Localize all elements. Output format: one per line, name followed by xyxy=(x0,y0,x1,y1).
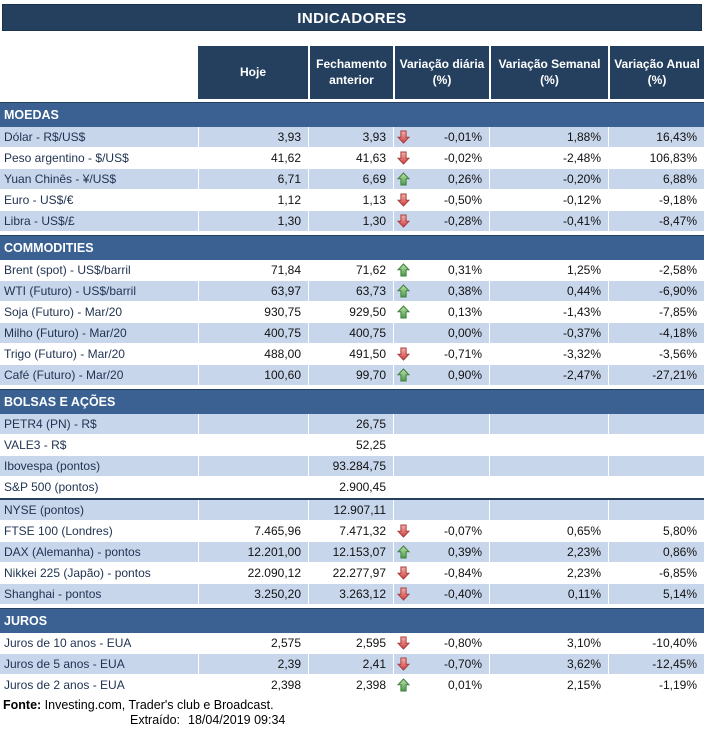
cell-fechamento-anterior: 1,30 xyxy=(308,211,393,232)
cell-variacao-semanal: 2,15% xyxy=(489,675,608,696)
cell-variacao-semanal: -0,20% xyxy=(489,169,608,190)
arrow-up-icon xyxy=(397,305,410,319)
arrow-down-icon xyxy=(397,214,410,228)
cell-value: -0,71% xyxy=(443,347,482,361)
cell-variacao-diaria xyxy=(393,211,489,232)
cell-variacao-semanal: -0,37% xyxy=(489,323,608,344)
cell-variacao-diaria xyxy=(393,500,489,521)
row-label: S&P 500 (pontos) xyxy=(0,477,198,498)
cell-variacao-semanal xyxy=(489,456,608,477)
cell-hoje: 3.250,20 xyxy=(198,584,308,605)
row-label: VALE3 - R$ xyxy=(0,435,198,456)
table-row xyxy=(0,521,704,542)
cell-variacao-diaria xyxy=(393,190,489,211)
cell-fechamento-anterior: 22.277,97 xyxy=(308,563,393,584)
extracted-timestamp: 18/04/2019 09:34 xyxy=(188,713,286,727)
cell-fechamento-anterior: 12.153,07 xyxy=(308,542,393,563)
cell-variacao-diaria xyxy=(393,563,489,584)
cell-value: -0,02% xyxy=(443,151,482,165)
arrow-up-icon xyxy=(397,545,410,559)
cell-fechamento-anterior: 93.284,75 xyxy=(308,456,393,477)
cell-value: 0,38% xyxy=(447,284,482,298)
arrow-down-icon xyxy=(397,130,410,144)
cell-fechamento-anterior: 3,93 xyxy=(308,127,393,148)
cell-fechamento-anterior: 2.900,45 xyxy=(308,477,393,498)
cell-variacao-diaria xyxy=(393,584,489,605)
row-label: FTSE 100 (Londres) xyxy=(0,521,198,542)
cell-value: -0,07% xyxy=(443,524,482,538)
cell-value: 0,90% xyxy=(447,368,482,382)
arrow-down-icon xyxy=(397,347,410,361)
row-label: Juros de 5 anos - EUA xyxy=(0,654,198,675)
cell-variacao-diaria xyxy=(393,302,489,323)
section-header-juros: JUROS xyxy=(0,608,704,633)
cell-value: 0,01% xyxy=(447,678,482,692)
cell-fechamento-anterior: 63,73 xyxy=(308,281,393,302)
cell-hoje xyxy=(198,414,308,435)
cell-variacao-anual: -4,18% xyxy=(608,323,704,344)
table-row xyxy=(0,169,704,190)
cell-fechamento-anterior: 71,62 xyxy=(308,260,393,281)
row-label: Brent (spot) - US$/barril xyxy=(0,260,198,281)
cell-hoje: 63,97 xyxy=(198,281,308,302)
cell-variacao-diaria xyxy=(393,521,489,542)
cell-variacao-semanal: 1,88% xyxy=(489,127,608,148)
cell-variacao-anual: 5,80% xyxy=(608,521,704,542)
report-footer xyxy=(0,698,704,728)
arrow-up-icon xyxy=(397,678,410,692)
report-title: INDICADORES xyxy=(2,4,702,31)
cell-variacao-diaria xyxy=(393,414,489,435)
cell-variacao-anual: -3,56% xyxy=(608,344,704,365)
cell-hoje: 71,84 xyxy=(198,260,308,281)
row-label: PETR4 (PN) - R$ xyxy=(0,414,198,435)
row-label: Euro - US$/€ xyxy=(0,190,198,211)
row-label: Juros de 2 anos - EUA xyxy=(0,675,198,696)
cell-value: 0,31% xyxy=(447,263,482,277)
cell-value: -0,84% xyxy=(443,566,482,580)
source-label: Fonte: xyxy=(3,698,42,712)
cell-variacao-anual: -1,19% xyxy=(608,675,704,696)
cell-fechamento-anterior: 26,75 xyxy=(308,414,393,435)
arrow-down-icon xyxy=(397,524,410,538)
cell-variacao-diaria xyxy=(393,675,489,696)
cell-hoje: 488,00 xyxy=(198,344,308,365)
source-line xyxy=(0,698,704,713)
cell-hoje: 7.465,96 xyxy=(198,521,308,542)
column-header-variacao-semanal: Variação Semanal (%) xyxy=(489,46,608,99)
cell-variacao-semanal: 0,44% xyxy=(489,281,608,302)
arrow-up-icon xyxy=(397,263,410,277)
cell-variacao-semanal: -3,32% xyxy=(489,344,608,365)
cell-value: 0,13% xyxy=(447,305,482,319)
table-row xyxy=(0,344,704,365)
cell-hoje xyxy=(198,435,308,456)
cell-value: -0,70% xyxy=(443,657,482,671)
cell-variacao-semanal: -0,41% xyxy=(489,211,608,232)
source-text: Investing.com, Trader's club e Broadcast. xyxy=(41,698,274,712)
cell-variacao-semanal: -1,43% xyxy=(489,302,608,323)
cell-variacao-semanal: 0,65% xyxy=(489,521,608,542)
cell-variacao-anual: -7,85% xyxy=(608,302,704,323)
cell-variacao-anual: -6,85% xyxy=(608,563,704,584)
cell-variacao-anual: -10,40% xyxy=(608,633,704,654)
row-label: Libra - US$/£ xyxy=(0,211,198,232)
column-header-row xyxy=(0,46,704,99)
row-label: WTI (Futuro) - US$/barril xyxy=(0,281,198,302)
cell-hoje: 930,75 xyxy=(198,302,308,323)
cell-variacao-anual: -2,58% xyxy=(608,260,704,281)
table-row xyxy=(0,542,704,563)
cell-fechamento-anterior: 929,50 xyxy=(308,302,393,323)
table-row xyxy=(0,190,704,211)
arrow-down-icon xyxy=(397,657,410,671)
extracted-label: Extraído: xyxy=(130,713,181,727)
cell-variacao-anual: -6,90% xyxy=(608,281,704,302)
cell-hoje: 3,93 xyxy=(198,127,308,148)
cell-value: -0,28% xyxy=(443,214,482,228)
cell-hoje: 2,39 xyxy=(198,654,308,675)
cell-value: 0,39% xyxy=(447,545,482,559)
cell-hoje: 2,575 xyxy=(198,633,308,654)
cell-fechamento-anterior: 3.263,12 xyxy=(308,584,393,605)
cell-variacao-semanal xyxy=(489,500,608,521)
cell-hoje: 6,71 xyxy=(198,169,308,190)
cell-variacao-semanal: -2,48% xyxy=(489,148,608,169)
cell-hoje xyxy=(198,477,308,498)
cell-hoje: 1,30 xyxy=(198,211,308,232)
cell-variacao-anual xyxy=(608,414,704,435)
cell-variacao-semanal: 2,23% xyxy=(489,542,608,563)
cell-value: -0,50% xyxy=(443,193,482,207)
cell-variacao-semanal: 0,11% xyxy=(489,584,608,605)
cell-variacao-semanal: -2,47% xyxy=(489,365,608,386)
table-row xyxy=(0,211,704,232)
cell-value: 0,26% xyxy=(447,172,482,186)
table-body xyxy=(0,102,704,696)
cell-variacao-anual xyxy=(608,477,704,498)
row-label: Juros de 10 anos - EUA xyxy=(0,633,198,654)
cell-variacao-diaria xyxy=(393,435,489,456)
table-row xyxy=(0,365,704,386)
cell-fechamento-anterior: 400,75 xyxy=(308,323,393,344)
table-row xyxy=(0,654,704,675)
cell-fechamento-anterior: 2,41 xyxy=(308,654,393,675)
row-label: Nikkei 225 (Japão) - pontos xyxy=(0,563,198,584)
cell-variacao-diaria xyxy=(393,456,489,477)
table-row xyxy=(0,148,704,169)
table-row xyxy=(0,435,704,456)
row-label: Peso argentino - $/US$ xyxy=(0,148,198,169)
cell-variacao-semanal xyxy=(489,435,608,456)
cell-hoje: 1,12 xyxy=(198,190,308,211)
row-label: Dólar - R$/US$ xyxy=(0,127,198,148)
arrow-down-icon xyxy=(397,151,410,165)
row-label: Trigo (Futuro) - Mar/20 xyxy=(0,344,198,365)
table-row xyxy=(0,456,704,477)
cell-hoje: 2,398 xyxy=(198,675,308,696)
table-row xyxy=(0,323,704,344)
table-row xyxy=(0,675,704,696)
cell-variacao-diaria xyxy=(393,365,489,386)
section-header-bolsas-e-a-es: BOLSAS E AÇÕES xyxy=(0,389,704,414)
row-label: Ibovespa (pontos) xyxy=(0,456,198,477)
cell-value: -0,40% xyxy=(443,587,482,601)
cell-variacao-semanal: -0,12% xyxy=(489,190,608,211)
cell-variacao-anual xyxy=(608,500,704,521)
cell-variacao-diaria xyxy=(393,260,489,281)
indicators-report xyxy=(0,4,704,729)
cell-variacao-anual: 0,86% xyxy=(608,542,704,563)
table-row xyxy=(0,563,704,584)
row-label: Soja (Futuro) - Mar/20 xyxy=(0,302,198,323)
cell-fechamento-anterior: 491,50 xyxy=(308,344,393,365)
cell-variacao-semanal xyxy=(489,477,608,498)
header-spacer xyxy=(0,46,198,99)
row-label: Yuan Chinês - ¥/US$ xyxy=(0,169,198,190)
arrow-up-icon xyxy=(397,368,410,382)
cell-fechamento-anterior: 1,13 xyxy=(308,190,393,211)
cell-variacao-diaria xyxy=(393,148,489,169)
cell-variacao-semanal: 1,25% xyxy=(489,260,608,281)
cell-variacao-anual: -27,21% xyxy=(608,365,704,386)
column-header-variacao-anual: Variação Anual (%) xyxy=(608,46,704,99)
row-label: NYSE (pontos) xyxy=(0,500,198,521)
cell-hoje: 400,75 xyxy=(198,323,308,344)
table-row xyxy=(0,302,704,323)
arrow-up-icon xyxy=(397,172,410,186)
cell-hoje xyxy=(198,500,308,521)
cell-variacao-semanal: 2,23% xyxy=(489,563,608,584)
extracted-line xyxy=(0,713,704,728)
cell-variacao-anual: -12,45% xyxy=(608,654,704,675)
cell-fechamento-anterior: 99,70 xyxy=(308,365,393,386)
cell-variacao-anual: -8,47% xyxy=(608,211,704,232)
cell-hoje xyxy=(198,456,308,477)
cell-variacao-anual: 6,88% xyxy=(608,169,704,190)
cell-fechamento-anterior: 41,63 xyxy=(308,148,393,169)
cell-fechamento-anterior: 12.907,11 xyxy=(308,500,393,521)
row-label: Milho (Futuro) - Mar/20 xyxy=(0,323,198,344)
cell-variacao-diaria xyxy=(393,542,489,563)
cell-variacao-anual xyxy=(608,456,704,477)
table-row xyxy=(0,260,704,281)
cell-hoje: 100,60 xyxy=(198,365,308,386)
cell-fechamento-anterior: 2,398 xyxy=(308,675,393,696)
table-row xyxy=(0,633,704,654)
cell-variacao-semanal: 3,10% xyxy=(489,633,608,654)
cell-variacao-diaria xyxy=(393,654,489,675)
row-label: Café (Futuro) - Mar/20 xyxy=(0,365,198,386)
cell-variacao-anual: 16,43% xyxy=(608,127,704,148)
cell-hoje: 22.090,12 xyxy=(198,563,308,584)
column-header-fechamento-anterior: Fechamento anterior xyxy=(308,46,393,99)
cell-variacao-semanal xyxy=(489,414,608,435)
cell-fechamento-anterior: 7.471,32 xyxy=(308,521,393,542)
cell-variacao-diaria xyxy=(393,344,489,365)
arrow-down-icon xyxy=(397,636,410,650)
arrow-down-icon xyxy=(397,566,410,580)
arrow-down-icon xyxy=(397,587,410,601)
cell-fechamento-anterior: 6,69 xyxy=(308,169,393,190)
table-row xyxy=(0,498,704,521)
arrow-down-icon xyxy=(397,193,410,207)
cell-variacao-anual: 106,83% xyxy=(608,148,704,169)
cell-variacao-diaria xyxy=(393,477,489,498)
section-header-moedas: MOEDAS xyxy=(0,102,704,127)
cell-value: -0,80% xyxy=(443,636,482,650)
cell-variacao-anual xyxy=(608,435,704,456)
table-row xyxy=(0,281,704,302)
cell-variacao-diaria: 0,00% xyxy=(393,323,489,344)
row-label: Shanghai - pontos xyxy=(0,584,198,605)
table-row xyxy=(0,414,704,435)
cell-fechamento-anterior: 2,595 xyxy=(308,633,393,654)
cell-hoje: 12.201,00 xyxy=(198,542,308,563)
cell-variacao-diaria xyxy=(393,127,489,148)
table-row xyxy=(0,127,704,148)
column-header-variacao-diaria: Variação diária (%) xyxy=(393,46,489,99)
cell-variacao-diaria xyxy=(393,281,489,302)
cell-variacao-diaria xyxy=(393,633,489,654)
cell-variacao-semanal: 3,62% xyxy=(489,654,608,675)
cell-variacao-anual: -9,18% xyxy=(608,190,704,211)
cell-variacao-anual: 5,14% xyxy=(608,584,704,605)
table-row xyxy=(0,584,704,605)
cell-hoje: 41,62 xyxy=(198,148,308,169)
section-header-commodities: COMMODITIES xyxy=(0,235,704,260)
arrow-up-icon xyxy=(397,284,410,298)
cell-variacao-diaria xyxy=(393,169,489,190)
cell-value: -0,01% xyxy=(443,130,482,144)
cell-fechamento-anterior: 52,25 xyxy=(308,435,393,456)
column-header-hoje: Hoje xyxy=(198,46,308,99)
table-row xyxy=(0,477,704,498)
row-label: DAX (Alemanha) - pontos xyxy=(0,542,198,563)
